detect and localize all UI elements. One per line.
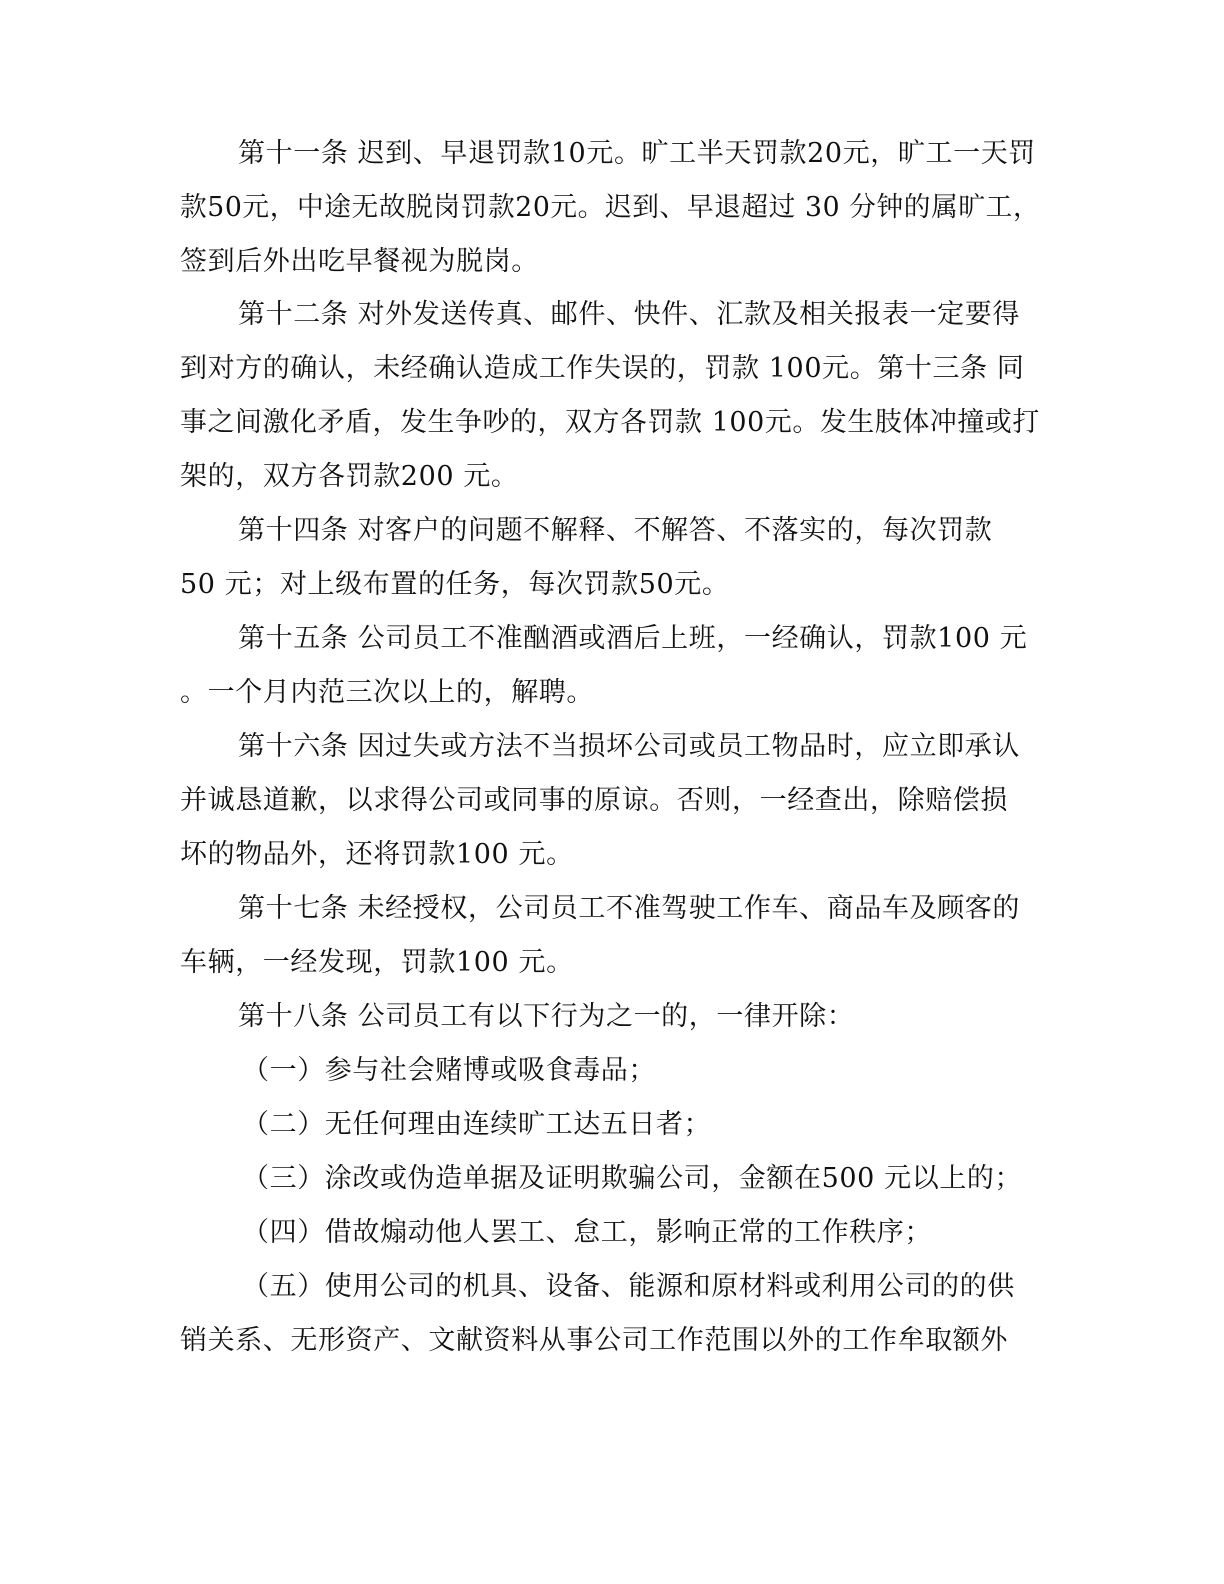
article-13-line-2: 架的，双方各罚款200 元。 <box>180 461 519 492</box>
article-14-line-2: 50 元；对上级布置的任务，每次罚款50元。 <box>180 569 730 600</box>
article-13-line-1: 事之间激化矛盾，发生争吵的，双方各罚款 100元。发生肢体冲撞或打 <box>180 407 1040 438</box>
article-18-item-5-line-2: 销关系、无形资产、文献资料从事公司工作范围以外的工作牟取额外 <box>180 1325 1008 1356</box>
article-17-line-1: 第十七条 未经授权，公司员工不准驾驶工作车、商品车及顾客的 <box>238 893 1020 924</box>
article-18-item-4: （四）借故煽动他人罢工、怠工，影响正常的工作秩序； <box>242 1217 932 1248</box>
article-11-line-2: 款50元，中途无故脱岗罚款20元。迟到、早退超过 30 分钟的属旷工， <box>180 192 1041 223</box>
article-18-item-5-line-1: （五）使用公司的机具、设备、能源和原材料或利用公司的的供 <box>242 1271 1015 1302</box>
article-17-line-2: 车辆，一经发现，罚款100 元。 <box>180 947 574 978</box>
article-18-line-1: 第十八条 公司员工有以下行为之一的，一律开除： <box>238 1001 855 1032</box>
article-16-line-2: 并诚恳道歉，以求得公司或同事的原谅。否则，一经查出，除赔偿损 <box>180 785 1008 816</box>
article-11-line-3: 签到后外出吃早餐视为脱岗。 <box>180 246 539 277</box>
article-16-line-3: 坏的物品外，还将罚款100 元。 <box>180 839 574 870</box>
article-14-line-1: 第十四条 对客户的问题不解释、不解答、不落实的，每次罚款 <box>238 515 993 546</box>
article-15-line-1: 第十五条 公司员工不准酗酒或酒后上班，一经确认，罚款100 元 <box>238 623 1028 654</box>
article-11-line-1: 第十一条 迟到、早退罚款10元。旷工半天罚款20元，旷工一天罚 <box>238 138 1036 169</box>
article-18-item-3: （三）涂改或伪造单据及证明欺骗公司，金额在500 元以上的； <box>242 1163 1023 1194</box>
article-16-line-1: 第十六条 因过失或方法不当损坏公司或员工物品时，应立即承认 <box>238 731 1020 762</box>
article-18-item-2: （二）无任何理由连续旷工达五日者； <box>242 1109 712 1140</box>
article-12-line-1: 第十二条 对外发送传真、邮件、快件、汇款及相关报表一定要得 <box>238 299 1020 330</box>
article-12-line-2: 到对方的确认，未经确认造成工作失误的，罚款 100元。第十三条 同 <box>180 353 1025 384</box>
article-15-line-2: 。一个月内范三次以上的，解聘。 <box>180 677 594 708</box>
article-18-item-1: （一）参与社会赌博或吸食毒品； <box>242 1055 656 1086</box>
